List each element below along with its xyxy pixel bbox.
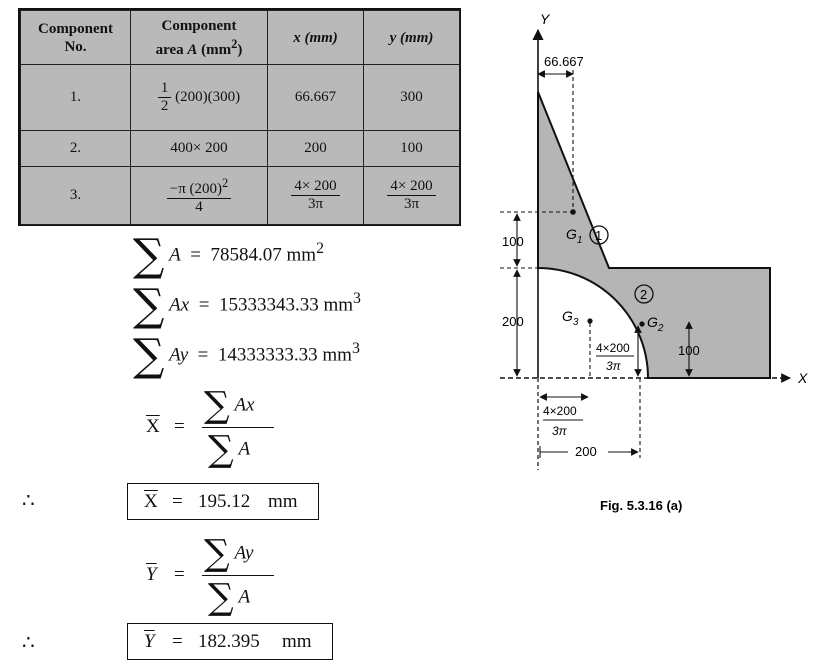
- row1-area-den: 2: [160, 98, 169, 114]
- xbar-def-num: Ax: [234, 394, 255, 416]
- dim-4x200-den: 3π: [606, 359, 621, 373]
- xbar-def-lhs: $\overline{X}$: [146, 416, 160, 437]
- header-area-word: area: [155, 41, 188, 58]
- row3-area-num-text: −π (200): [169, 181, 223, 197]
- header-component-no-line2: No.: [64, 38, 87, 55]
- sum-symbol: ∑: [208, 429, 234, 470]
- y-axis-label: Y: [540, 11, 550, 27]
- header-x: x (mm): [268, 11, 364, 65]
- ybar-def-den: A: [238, 586, 251, 608]
- header-component-no-line1: Component: [37, 20, 113, 37]
- eq-sum-ax-value: 15333343.33 mm: [218, 294, 353, 316]
- eq-sum-ay-sup: 3: [351, 340, 360, 358]
- dim-200-bottom-label: 200: [575, 444, 597, 459]
- eq-sum-area-equals: =: [190, 244, 201, 266]
- header-area-line1: Component: [161, 17, 237, 34]
- row2-area: 400× 200: [131, 131, 268, 167]
- ybar-def-lhs: $\overline{Y}$: [146, 564, 157, 585]
- eq-sum-ax-equals: =: [198, 294, 210, 316]
- row3-x-num: 4× 200: [291, 178, 339, 196]
- sum-symbol: ∑: [204, 533, 230, 574]
- row3-y-num: 4× 200: [387, 178, 435, 196]
- therefore-symbol: ∴: [22, 632, 35, 654]
- dim-100-left-label: 100: [502, 234, 524, 249]
- row1-area-rest: (200)(300): [175, 88, 241, 105]
- sum-symbol: ∑: [204, 385, 230, 426]
- eq-sum-area-value: 78584.07 mm: [210, 244, 317, 266]
- xbar-result-unit: mm: [268, 491, 298, 512]
- row3-y-den: 3π: [403, 196, 420, 212]
- figure-caption: Fig. 5.3.16 (a): [600, 498, 683, 513]
- g2-label: $G_2$: [647, 314, 664, 334]
- xbar-result-lhs: $\overline{X}$: [144, 491, 158, 512]
- eq-sum-ax-sup: 3: [353, 290, 361, 308]
- row1-x: 66.667: [268, 65, 364, 131]
- eq-sum-ay-value: 14333333.33 mm: [217, 344, 352, 366]
- row2-x: 200: [268, 131, 364, 167]
- row1-y: 300: [364, 65, 460, 131]
- ybar-def-num: Ay: [234, 542, 254, 564]
- row1-area-num: 1: [158, 80, 172, 98]
- row2-no: 2.: [21, 131, 131, 167]
- g1-point: [570, 209, 576, 215]
- circle-2-label: 2: [640, 287, 648, 302]
- row3-x-den: 3π: [307, 196, 324, 212]
- row3-area-den: 4: [195, 199, 203, 215]
- dim-bottom-den: 3π: [552, 424, 567, 438]
- sum-symbol: ∑: [133, 330, 165, 381]
- ybar-result-lhs: $\overline{Y}$: [144, 631, 155, 652]
- header-area-unit: (mm: [197, 41, 232, 58]
- dim-200-left-label: 200: [502, 314, 524, 329]
- sum-symbol: ∑: [133, 230, 165, 281]
- row3-area-sup: 2: [222, 176, 229, 190]
- g1-label: $G_1$: [566, 226, 583, 246]
- g3-label: $G_3$: [562, 308, 579, 328]
- xbar-def-equals: =: [174, 416, 185, 437]
- xbar-result-value: 195.12: [198, 491, 251, 512]
- xbar-result-equals: =: [172, 491, 183, 512]
- header-area-close: ): [237, 41, 243, 58]
- g2-point: [639, 321, 644, 326]
- dim-4x200-num: 4×200: [596, 341, 630, 355]
- header-area-var: A: [187, 41, 198, 58]
- circle-1-label: 1: [595, 228, 603, 243]
- dim-100-right-label: 100: [678, 343, 700, 358]
- eq-sum-area-sup: 2: [316, 240, 324, 258]
- eq-sum-ay-equals: =: [197, 344, 209, 366]
- xbar-def-den: A: [238, 438, 251, 460]
- eq-sum-ay-var: Ay: [169, 344, 189, 366]
- dim-66667-label: 66.667: [544, 54, 584, 69]
- dim-bottom-num: 4×200: [543, 404, 577, 418]
- ybar-result-unit: mm: [282, 631, 312, 652]
- sum-symbol: ∑: [133, 280, 165, 331]
- ybar-result-value: 182.395: [198, 631, 260, 652]
- header-y: y (mm): [364, 11, 460, 65]
- ybar-result-equals: =: [172, 631, 183, 652]
- x-axis-label: X: [798, 370, 808, 386]
- eq-sum-area-var: A: [169, 244, 181, 266]
- row2-y: 100: [364, 131, 460, 167]
- g3-point: [587, 318, 592, 323]
- therefore-symbol: ∴: [22, 490, 35, 512]
- row3-no: 3.: [21, 167, 131, 225]
- sum-symbol: ∑: [208, 577, 234, 618]
- row1-no: 1.: [21, 65, 131, 131]
- header-area-sup: 2: [231, 36, 238, 51]
- ybar-def-equals: =: [174, 564, 185, 585]
- eq-sum-ax-var: Ax: [169, 294, 190, 316]
